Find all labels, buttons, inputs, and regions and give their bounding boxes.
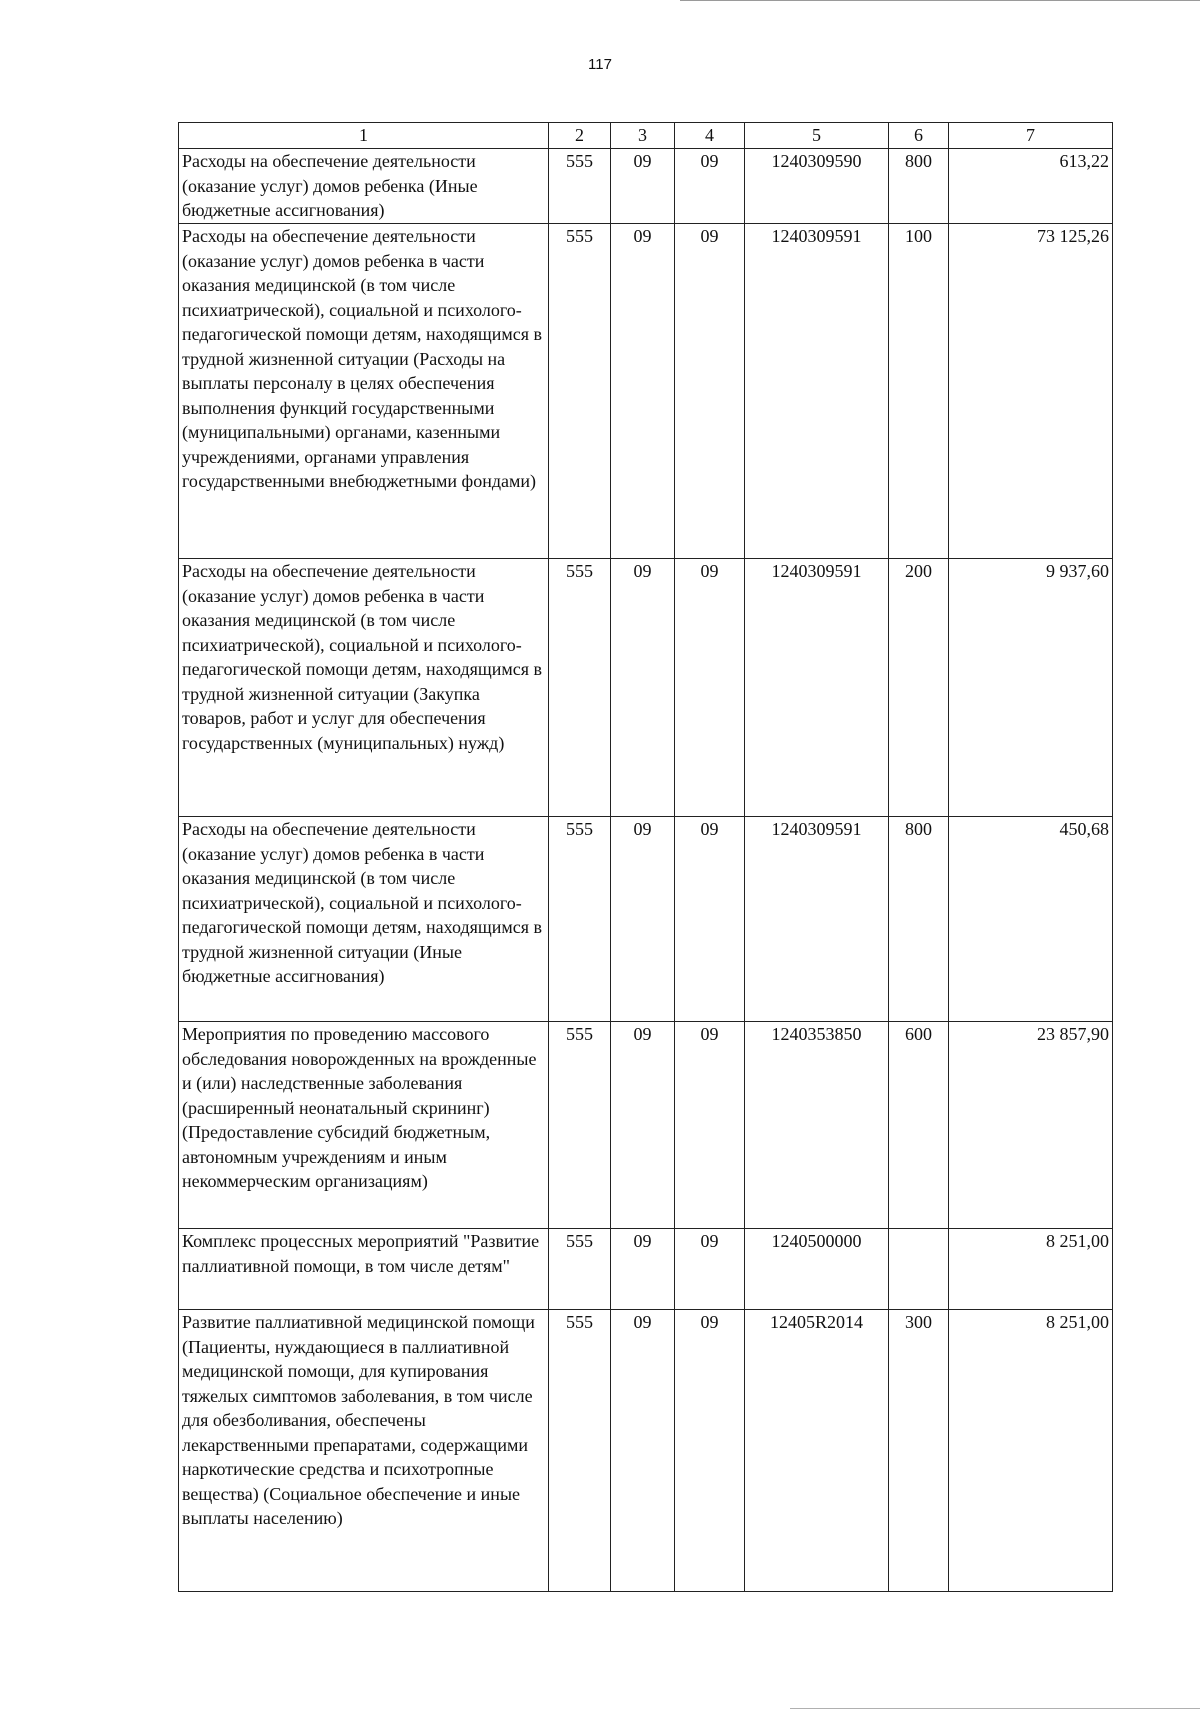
row-col5-cell: 1240309591: [745, 224, 889, 559]
row-col5-cell: 1240353850: [745, 1022, 889, 1229]
row-col6-cell: 600: [889, 1022, 949, 1229]
row-name-cell: Расходы на обеспечение деятельности (оказание услуг) домов ребенка (Иные бюджетные ассигнования): [179, 149, 549, 224]
row-col3-cell: 09: [611, 149, 675, 224]
table-header-row: [179, 123, 1113, 149]
row-col4-cell: 09: [675, 224, 745, 559]
column-header-5: 5: [745, 123, 889, 149]
row-col3-cell: 09: [611, 559, 675, 817]
row-name-cell: Комплекс процессных мероприятий "Развитие паллиативной помощи, в том числе детям": [179, 1229, 549, 1310]
column-header-2: 2: [549, 123, 611, 149]
row-col3-cell: 09: [611, 817, 675, 1022]
row-col5-cell: 1240309590: [745, 149, 889, 224]
table-row: [179, 1310, 1113, 1592]
column-header-4: 4: [675, 123, 745, 149]
row-col3-cell: 09: [611, 1022, 675, 1229]
column-header-6: 6: [889, 123, 949, 149]
row-col7-cell: 9 937,60: [949, 559, 1113, 817]
row-col7-cell: 450,68: [949, 817, 1113, 1022]
row-name-cell: Расходы на обеспечение деятельности (оказание услуг) домов ребенка в части оказания медицинской (в том числе психиатрической), социальной и психолого-педагогической помощи детям, находящимся в трудной жизненной ситуации (Иные бюджетные ассигнования): [179, 817, 549, 1022]
scan-edge-line-top: [680, 0, 1200, 1]
row-col6-cell: 800: [889, 817, 949, 1022]
table-row: [179, 817, 1113, 1022]
row-name-cell: Мероприятия по проведению массового обследования новорожденных на врожденные и (или) наследственные заболевания (расширенный неонатальный скрининг) (Предоставление субсидий бюджетным, автономным учреждениям и иным некоммерческим организациям): [179, 1022, 549, 1229]
page-number: 117: [588, 56, 612, 73]
row-col7-cell: 8 251,00: [949, 1229, 1113, 1310]
row-col2-cell: 555: [549, 559, 611, 817]
budget-table: [178, 122, 1113, 1592]
row-col2-cell: 555: [549, 224, 611, 559]
row-col2-cell: 555: [549, 817, 611, 1022]
table-row: [179, 149, 1113, 224]
scan-edge-line-bottom: [790, 1708, 1200, 1709]
row-col4-cell: 09: [675, 1229, 745, 1310]
row-col2-cell: 555: [549, 1229, 611, 1310]
table-row: [179, 559, 1113, 817]
row-col7-cell: 73 125,26: [949, 224, 1113, 559]
row-col2-cell: 555: [549, 1022, 611, 1229]
row-name-cell: Расходы на обеспечение деятельности (оказание услуг) домов ребенка в части оказания медицинской (в том числе психиатрической), социальной и психолого-педагогической помощи детям, находящимся в трудной жизненной ситуации (Расходы на выплаты персоналу в целях обеспечения выполнения функций государственными (муниципальными) органами, казенными учреждениями, органами управления государственными внебюджетными фондами): [179, 224, 549, 559]
row-col7-cell: 23 857,90: [949, 1022, 1113, 1229]
row-col6-cell: 300: [889, 1310, 949, 1592]
row-col3-cell: 09: [611, 1310, 675, 1592]
row-col5-cell: 1240309591: [745, 817, 889, 1022]
row-col5-cell: 1240309591: [745, 559, 889, 817]
row-col5-cell: 12405R2014: [745, 1310, 889, 1592]
row-col3-cell: 09: [611, 224, 675, 559]
row-col6-cell: [889, 1229, 949, 1310]
row-col4-cell: 09: [675, 1022, 745, 1229]
row-col2-cell: 555: [549, 149, 611, 224]
table-row: [179, 1022, 1113, 1229]
row-col7-cell: 613,22: [949, 149, 1113, 224]
row-col4-cell: 09: [675, 149, 745, 224]
table-row: [179, 224, 1113, 559]
column-header-1: 1: [179, 123, 549, 149]
row-col7-cell: 8 251,00: [949, 1310, 1113, 1592]
row-col6-cell: 200: [889, 559, 949, 817]
row-name-cell: Расходы на обеспечение деятельности (оказание услуг) домов ребенка в части оказания медицинской (в том числе психиатрической), социальной и психолого-педагогической помощи детям, находящимся в трудной жизненной ситуации (Закупка товаров, работ и услуг для обеспечения государственных (муниципальных) нужд): [179, 559, 549, 817]
row-col3-cell: 09: [611, 1229, 675, 1310]
row-col4-cell: 09: [675, 559, 745, 817]
column-header-7: 7: [949, 123, 1113, 149]
row-name-cell: Развитие паллиативной медицинской помощи (Пациенты, нуждающиеся в паллиативной медицинской помощи, для купирования тяжелых симптомов заболевания, в том числе для обезболивания, обеспечены лекарственными препаратами, содержащими наркотические средства и психотропные вещества) (Социальное обеспечение и иные выплаты населению): [179, 1310, 549, 1592]
table-row: [179, 1229, 1113, 1310]
row-col6-cell: 100: [889, 224, 949, 559]
row-col5-cell: 1240500000: [745, 1229, 889, 1310]
row-col4-cell: 09: [675, 1310, 745, 1592]
row-col4-cell: 09: [675, 817, 745, 1022]
row-col6-cell: 800: [889, 149, 949, 224]
column-header-3: 3: [611, 123, 675, 149]
row-col2-cell: 555: [549, 1310, 611, 1592]
